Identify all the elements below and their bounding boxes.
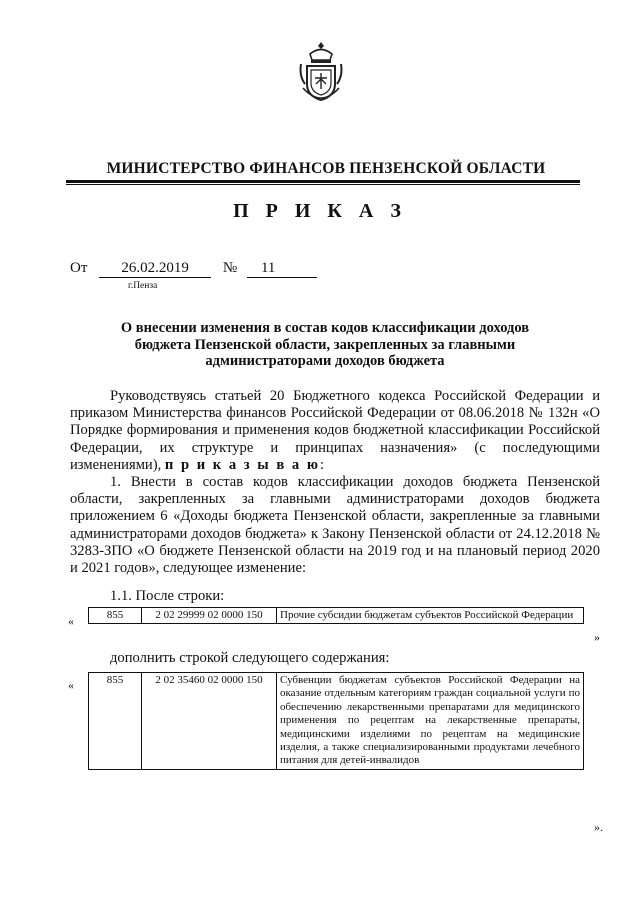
date-from-label: От [70,260,88,276]
row-after-open-quote: « [68,614,74,628]
basis-text: Руководствуясь статьей 20 Бюджетного кодекса Российской Федерации и приказом Министерства финансов Российской Федерации от 08.06.2018 № 132н «О Порядке формирования и применения кодов бюджетной классификации Российской Федерации, их структуре и принципах назначения» (с последующими изменениями), [70,388,600,473]
income-name-cell: Прочие субсидии бюджетам субъектов Российской Федерации [277,608,584,624]
dateline [70,260,317,278]
city-label: г.Пенза [128,281,158,291]
order-verb: п р и к а з ы в а ю [164,456,320,473]
header-rule-thin [66,184,580,185]
coat-of-arms-emblem [298,40,344,104]
order-subject: О внесении изменения в состав кодов классификации доходов бюджета Пензенской области, закрепленных за главными администраторами доходов бюджета [120,320,530,369]
order-number: 11 [247,260,317,278]
order-date: 26.02.2019 [99,260,211,278]
row-new-close-quote: ». [594,820,603,834]
admin-code-cell: 855 [89,608,142,624]
row-new-table [88,672,584,770]
basis-end: : [319,456,325,473]
row-new-open-quote: « [68,678,74,692]
kbk-code-cell: 2 02 35460 02 0000 150 [142,673,277,770]
document-type-title: П Р И К А З [233,200,407,222]
header-rule-thick [66,180,580,183]
number-label: № [222,260,238,276]
kbk-code-cell: 2 02 29999 02 0000 150 [142,608,277,624]
table-row [89,673,584,770]
row-after-table [88,607,584,624]
paragraph-supplement: дополнить строкой следующего содержания: [110,650,390,666]
income-name-cell: Субвенции бюджетам субъектов Российской Федерации на оказание отдельным категориям граждан социальной услуги по обеспечению лекарственными препаратами для медицинского применения по рецептам на лекарственные препараты, медицинскими изделиями по рецептам на медицинские изделия, а также специализированными продуктами лечебного питания для детей-инвалидов [277,673,584,770]
paragraph-basis [70,388,600,474]
table-row [89,608,584,624]
row-after-close-quote: » [594,630,600,644]
ministry-name: МИНИСТЕРСТВО ФИНАНСОВ ПЕНЗЕНСКОЙ ОБЛАСТИ [106,160,546,177]
order-body [70,388,600,577]
paragraph-item-1: 1. Внести в состав кодов классификации доходов бюджета Пензенской области, закрепленных за главными администраторами доходов бюджета приложением 6 «Доходы бюджета Пензенской области, закрепленные за главными администраторами доходов бюджета» к Закону Пензенской области от 24.12.2018 № 3283-ЗПО «О бюджете Пензенской области на 2019 год и на плановый период 2020 и 2021 годов», следующее изменение: [70,474,600,577]
paragraph-item-1-1: 1.1. После строки: [110,588,225,604]
admin-code-cell: 855 [89,673,142,770]
